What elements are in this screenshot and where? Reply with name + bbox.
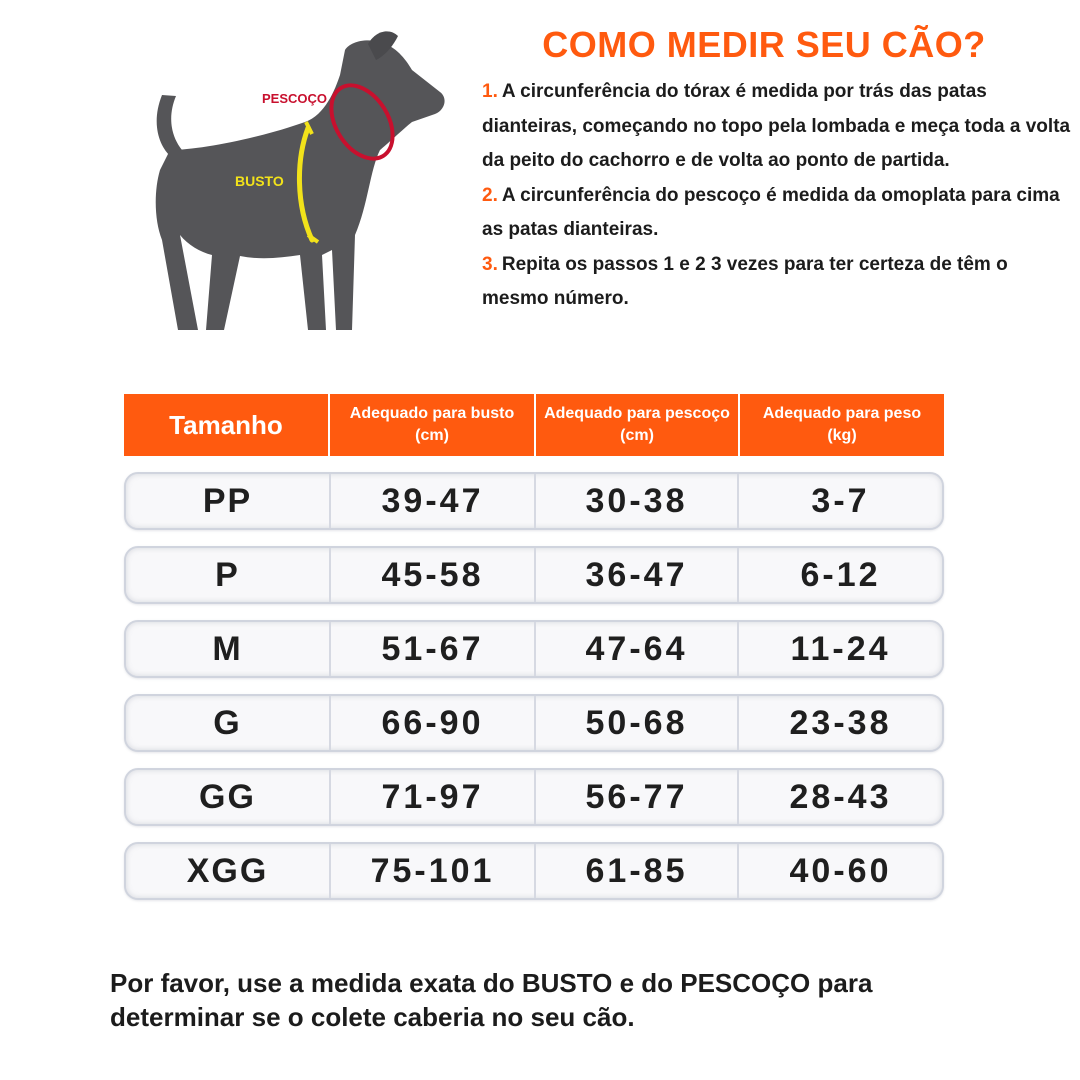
neck-cell: 36-47 (536, 548, 739, 602)
dog-silhouette-illustration (140, 30, 470, 350)
step-number: 2. (482, 184, 498, 206)
instruction-step-3 (482, 248, 1077, 317)
header-size: Tamanho (124, 394, 330, 456)
bust-cell: 66-90 (331, 696, 536, 750)
footer-note: Por favor, use a medida exata do BUSTO e do PESCOÇO para determinar se o colete caberia no seu cão. (110, 968, 873, 1032)
dog-measurement-diagram (140, 30, 470, 350)
size-table (124, 394, 944, 900)
header-neck: Adequado para pescoço (cm) (536, 394, 740, 456)
header-bust: Adequado para busto (cm) (330, 394, 536, 456)
size-cell: GG (126, 770, 331, 824)
weight-cell: 6-12 (800, 555, 881, 594)
neck-cell: 50-68 (536, 696, 739, 750)
size-cell: M (126, 622, 331, 676)
bust-cell: 75-101 (331, 844, 536, 898)
table-row (124, 842, 944, 900)
size-cell: P (126, 548, 331, 602)
header-weight: Adequado para peso (kg) (762, 405, 922, 444)
measurement-instructions (482, 75, 1077, 317)
bust-cell: 45-58 (331, 548, 536, 602)
neck-cell: 61-85 (536, 844, 739, 898)
table-row (124, 472, 944, 530)
weight-cell: 3-7 (811, 481, 870, 520)
step-text: A circunferência do tórax é medida por trás das patas dianteiras, começando no topo pela lombada e meça toda a volta da peito do cachorro e de volta ao ponto de partida. (482, 81, 1071, 171)
size-cell: XGG (126, 844, 331, 898)
table-row (124, 768, 944, 826)
weight-cell: 28-43 (789, 777, 892, 816)
instruction-step-1 (482, 75, 1077, 179)
bust-cell: 51-67 (331, 622, 536, 676)
neck-cell: 47-64 (536, 622, 739, 676)
step-text: A circunferência do pescoço é medida da omoplata para cima as patas dianteiras. (482, 184, 1060, 240)
instruction-step-2 (482, 179, 1077, 248)
page-title: COMO MEDIR SEU CÃO? (542, 24, 986, 65)
size-cell: PP (126, 474, 331, 528)
step-text: Repita os passos 1 e 2 3 vezes para ter certeza de têm o mesmo número. (482, 253, 1008, 309)
neck-cell: 56-77 (536, 770, 739, 824)
table-row (124, 620, 944, 678)
neck-label: PESCOÇO (262, 91, 328, 106)
weight-cell: 40-60 (789, 851, 892, 890)
weight-cell: 11-24 (790, 629, 891, 668)
step-number: 1. (482, 81, 498, 102)
size-cell: G (126, 696, 331, 750)
chest-label: BUSTO (235, 173, 284, 189)
bust-cell: 71-97 (331, 770, 536, 824)
table-row (124, 546, 944, 604)
table-row (124, 694, 944, 752)
step-number: 3. (482, 253, 498, 275)
bust-cell: 39-47 (331, 474, 536, 528)
weight-cell: 23-38 (789, 703, 892, 742)
neck-cell: 30-38 (536, 474, 739, 528)
table-header (124, 394, 944, 456)
